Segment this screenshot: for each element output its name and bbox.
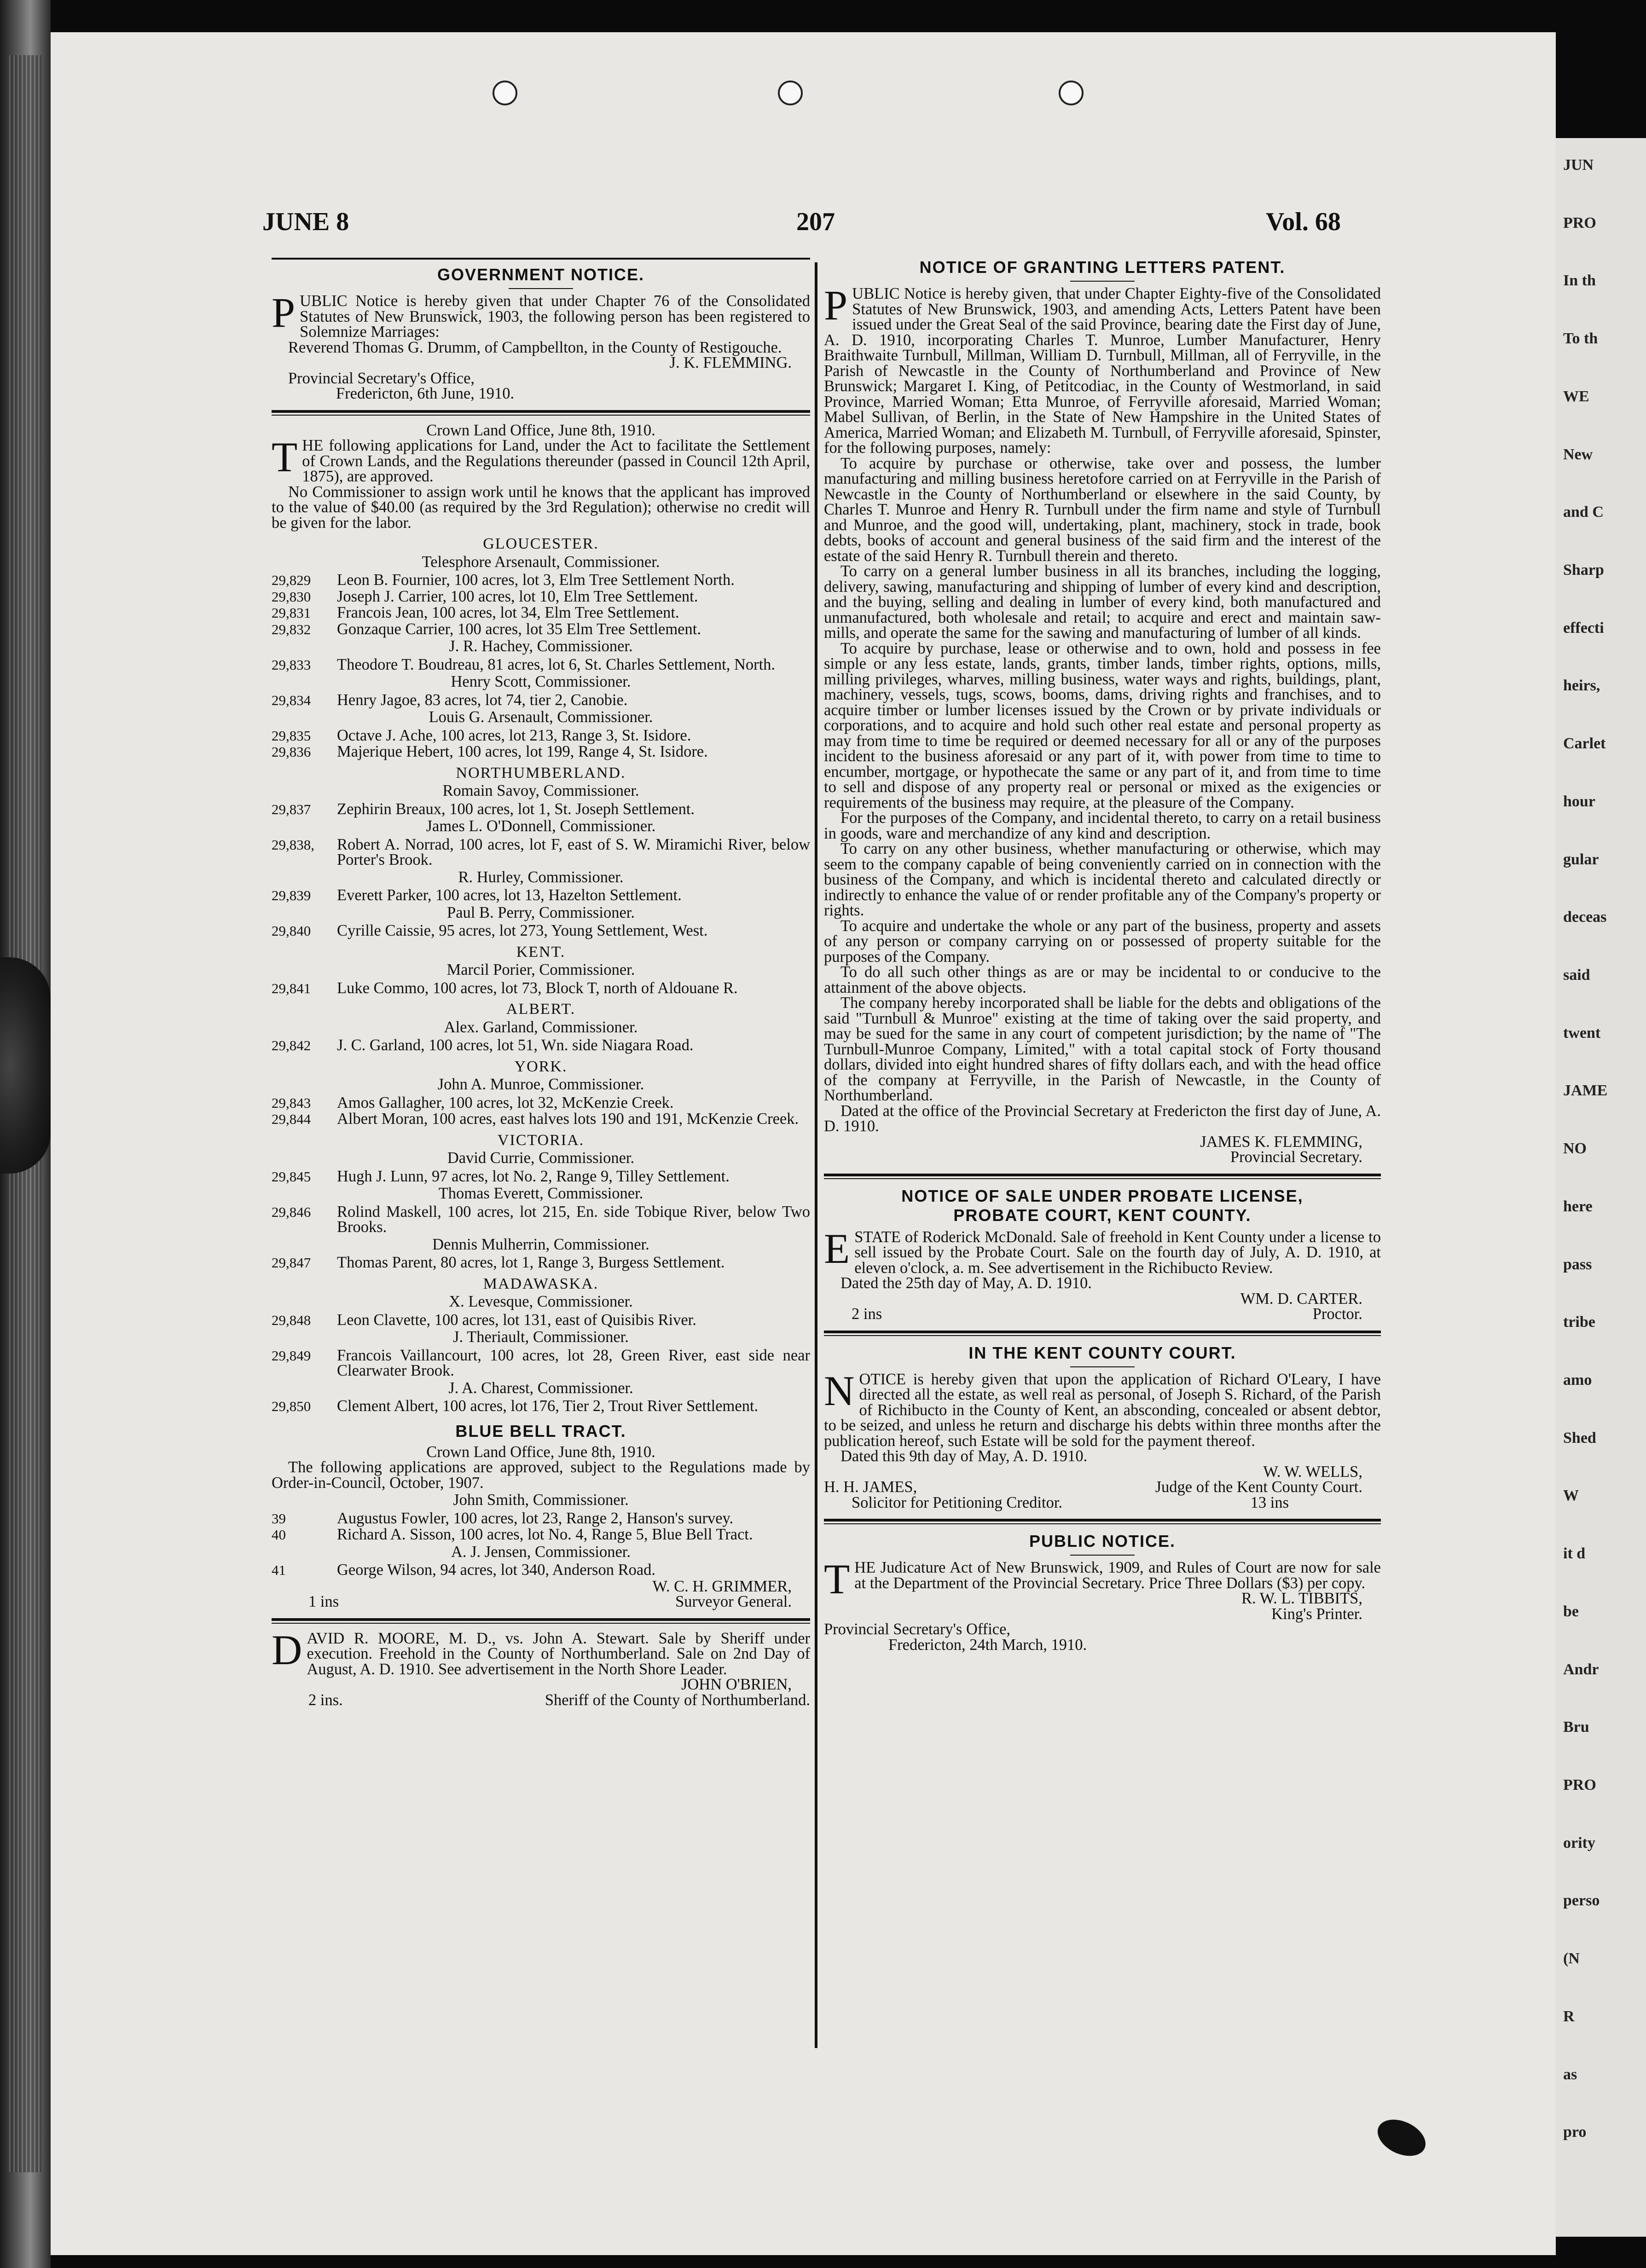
application-number: 29,841: [272, 980, 311, 996]
adjacent-page-fragment: NO: [1563, 1140, 1587, 1157]
application-number: 29,830: [272, 588, 311, 605]
application-text: Francois Jean, 100 acres, lot 34, Elm Tree Settlement.: [337, 604, 679, 621]
title-underline: [1070, 281, 1135, 282]
adjacent-page-fragment: tribe: [1563, 1313, 1595, 1331]
application-text: Zephirin Breaux, 100 acres, lot 1, St. Joseph Settlement.: [337, 800, 695, 818]
land-entry: [272, 728, 810, 744]
letters-patent-paragraph: To carry on any other business, whether manufacturing or otherwise, which may seem to the company capable of being conveniently carried on in connection with the business of the Company, and which is incidental thereto and calculated directly or indirectly to enhance the value of or render profitable any of the Company's property or rights.: [824, 840, 1381, 919]
probate-dated: Dated the 25th day of May, A. D. 1910.: [840, 1274, 1092, 1292]
commissioner-line: James L. O'Donnell, Commissioner.: [426, 817, 656, 835]
land-entry: [272, 1348, 810, 1379]
letters-patent-paragraph: To carry on a general lumber business in all its branches, including the logging, delivery, sawing, manufacturing and shipping of lumber of every kind and description, and the buying, selling and dealing in lumber of every kind, both manufactured and unmanufactured, both wholesale and retail; to acquire and erect and maintain saw-mills, and operate the same for the sawing and manufacturing of lumber of all kinds.: [824, 562, 1381, 642]
dropcap: P: [824, 282, 848, 329]
application-text: Clement Albert, 100 acres, lot 176, Tier 2, Trout River Settlement.: [337, 1397, 759, 1415]
double-rule: [824, 1331, 1381, 1333]
adjacent-page-fragment: effecti: [1563, 619, 1604, 636]
kent-court-dated: Dated this 9th day of May, A. D. 1910.: [840, 1447, 1088, 1465]
land-entry: [272, 1399, 810, 1414]
application-number: 29,837: [272, 801, 311, 817]
application-number: 29,832: [272, 621, 311, 637]
application-number: 29,839: [272, 887, 311, 903]
judge-title: Judge of the Kent County Court.: [1155, 1478, 1362, 1496]
registered-person: Reverend Thomas G. Drumm, of Campbellton, in the County of Restigouche.: [288, 338, 782, 356]
right-column: [824, 258, 1381, 1653]
application-number: 29,847: [272, 1255, 311, 1271]
land-entry: [272, 744, 810, 760]
solicitor-row: [824, 1495, 1381, 1511]
office-line: Provincial Secretary's Office,: [824, 1620, 1011, 1638]
application-number: 29,834: [272, 692, 311, 708]
county-heading: GLOUCESTER.: [483, 535, 599, 552]
signature-name: R. W. L. TIBBITS,: [1241, 1590, 1362, 1607]
dropcap: E: [824, 1225, 850, 1272]
left-column: [272, 258, 810, 1708]
letters-patent-intro: PUBLIC Notice is hereby given, that under Chapter Eighty-five of the Consolidated Statutes of New Brunswick, 1903, and amending Acts, Letters Patent have been issued under the Great Seal of the said Province, bearing date the First day of June, A. D. 1910, incorporating Charles T. Munroe, Lumber Manufacturer, Henry Braithwaite Turnbull, Millman, William D. Turnbull, Millman, all of Ferryville, in the Parish of Newcastle in the County of Northumberland and Province of New Brunswick; Margaret I. King, of Petitcodiac, in the County of Westmorland, in said Province, Married Woman; Etta Munroe, of Ferryville aforesaid, Married Woman; Mabel Sullivan, of Berlin, in the State of New Hampshire in the United States of America, Married Woman; and Elizabeth M. Turnbull, of Ferryville aforesaid, Spinster, for the following purposes, namely:: [824, 282, 1381, 457]
commissioner-line: Paul B. Perry, Commissioner.: [447, 903, 635, 921]
crown-land-rule: No Commissioner to assign work until he knows that the applicant has improved to the value of $40.00 (as required by the 3rd Regulation); otherwise no credit will be given for the labor.: [272, 483, 810, 532]
government-notice-title: GOVERNMENT NOTICE.: [437, 265, 645, 284]
double-rule: [272, 410, 810, 413]
double-rule-thin: [272, 415, 810, 416]
double-rule: [824, 1174, 1381, 1176]
insertion-count: 1 ins: [308, 1593, 339, 1610]
land-entry: [272, 573, 810, 588]
date-line: Fredericton, 6th June, 1910.: [336, 385, 515, 402]
adjacent-page-fragment: hour: [1563, 793, 1595, 810]
double-rule-thin: [824, 1178, 1381, 1179]
adjacent-page-fragment: pass: [1563, 1256, 1592, 1273]
public-notice-body: THE Judicature Act of New Brunswick, 1909, and Rules of Court are now for sale at the Department of the Provincial Secretary. Price Three Dollars ($3) per copy.: [824, 1556, 1381, 1603]
double-rule-thin: [824, 1523, 1381, 1524]
adjacent-page-fragment: R: [1563, 2008, 1575, 2025]
commissioner-line: R. Hurley, Commissioner.: [458, 868, 624, 886]
title-underline: [1070, 1555, 1135, 1556]
dropcap: N: [824, 1367, 855, 1414]
adjacent-page-fragment: Shed: [1563, 1429, 1596, 1446]
application-text: Luke Commo, 100 acres, lot 73, Block T, north of Aldouane R.: [337, 979, 738, 997]
application-text: Robert A. Norrad, 100 acres, lot F, east of S. W. Miramichi River, below Porter's Brook.: [337, 835, 810, 868]
double-rule: [824, 1519, 1381, 1522]
application-text: Joseph J. Carrier, 100 acres, lot 10, Elm Tree Settlement.: [337, 587, 698, 605]
page-header: [212, 207, 1349, 239]
signature-row: [824, 1307, 1381, 1322]
letters-patent-paragraphs: [824, 456, 1381, 1134]
letters-patent-paragraph: To acquire by purchase, lease or otherwise and to own, hold and possess in fee simple or any less estate, lands, grants, timber lands, timber rights, options, mills, milling privileges, wharves, milling business, water ways and rights, buildings, plant, machinery, vessels, tugs, scows, booms, dams, driving rights and franchises, and to acquire timber or lumber licenses issued by the Crown or by private individuals or corporations, and to acquire and hold such other real estate and personal property as may from time to time be required or deemed necessary for all or any of the purposes incident to the business aforesaid or any part of it, with power from time to time to encumber, mortgage, or hypothecate the same or any part of it, and from time to time to sell and dispose of any property real or personal or mixed as the exigencies or requirements of the business may require, at the pleasure of the Company.: [824, 639, 1381, 811]
application-number: 29,829: [272, 572, 311, 588]
application-number: 29,842: [272, 1037, 311, 1053]
crown-land-intro: THE following applications for Land, under the Act to facilitate the Settlement of Crown Lands, and the Regulations thereunder (passed in Council 12th April, 1875), are approved.: [272, 434, 810, 485]
letters-patent-paragraph: To acquire by purchase or otherwise, take over and possess, the lumber manufacturing and milling business heretofore carried on at Ferryville in the Parish of Newcastle in the County of Northumberland or elsewhere in the said County, by Charles T. Munroe and Henry R. Turnbull under the firm name and style of Turnbull and Munroe, and the good will, undertaking, plant, machinery, stock in trade, book debts, books of account and general business of the said firm and the interest of the estate of the said Henry R. Turnbull therein and thereto.: [824, 454, 1381, 565]
punch-hole: [493, 81, 517, 105]
land-entry: [272, 1038, 810, 1053]
commissioner-line: Thomas Everett, Commissioner.: [438, 1185, 643, 1202]
letters-patent-paragraph: To acquire and undertake the whole or any part of the business, property and assets of any person or company carrying on or possessed of property suitable for the purposes of the Company.: [824, 917, 1381, 966]
letters-patent-paragraph: The company hereby incorporated shall be liable for the debts and obligations of the said "Turnbull & Munroe" existing at the time of taking over the said property, and may be sued for the same in any court of competent jurisdiction; by the name of "The Turnbull-Munroe Company, Limited," with a total capital stock of Forty thousand dollars, divided into eight hundred shares of fifty dollars each, and with the head office of the company at Ferryville, in the Parish of Newcastle, in the County of Northumberland.: [824, 994, 1381, 1104]
signature-title: Proctor.: [1312, 1305, 1362, 1323]
application-text: Everett Parker, 100 acres, lot 13, Hazelton Settlement.: [337, 886, 682, 904]
application-text: Richard A. Sisson, 100 acres, lot No. 4, Range 5, Blue Bell Tract.: [337, 1526, 753, 1543]
office-line: Provincial Secretary's Office,: [288, 369, 475, 387]
dropcap: P: [272, 289, 296, 336]
thumb-shadow: [0, 957, 51, 1174]
adjacent-page-fragment: be: [1563, 1603, 1579, 1620]
letters-patent-title: NOTICE OF GRANTING LETTERS PATENT.: [919, 258, 1286, 277]
application-number: 29,846: [272, 1203, 311, 1220]
application-number: 29,831: [272, 605, 311, 621]
signature-row: [272, 1594, 810, 1610]
application-text: Octave J. Ache, 100 acres, lot 213, Range 3, St. Isidore.: [337, 726, 691, 744]
blue-bell-dateline: Crown Land Office, June 8th, 1910.: [426, 1443, 655, 1461]
land-entry: [272, 589, 810, 605]
land-entry: [272, 802, 810, 817]
application-text: Theodore T. Boudreau, 81 acres, lot 6, St. Charles Settlement, North.: [337, 655, 776, 673]
adjacent-page-fragment: it d: [1563, 1545, 1586, 1562]
adjacent-page-fragment: WE: [1563, 388, 1589, 405]
title-underline: [1070, 1366, 1135, 1367]
signature-row: [272, 1693, 810, 1708]
commissioner-line: J. A. Charest, Commissioner.: [448, 1379, 633, 1397]
date-line: Fredericton, 24th March, 1910.: [888, 1636, 1087, 1654]
probate-title-line1: NOTICE OF SALE UNDER PROBATE LICENSE,: [901, 1186, 1304, 1205]
application-number: 29,833: [272, 656, 311, 673]
commissioner-line: Romain Savoy, Commissioner.: [442, 782, 639, 799]
header-date: JUNE 8: [262, 208, 349, 236]
land-entry: [272, 605, 810, 621]
page-number: 207: [796, 208, 835, 236]
application-text: Amos Gallagher, 100 acres, lot 32, McKenzie Creek.: [337, 1094, 674, 1111]
signature-name: W. C. H. GRIMMER,: [652, 1577, 792, 1595]
kent-court-body: NOTICE is hereby given that upon the application of Richard O'Leary, I have directed all the estate, as well real as personal, of Joseph S. Richard, of the Parish of Richibucto in the County of Kent, an absconding, concealed or absent debtor, to be seized, and unless he return and discharge his debts within three months after the publication hereof, such Estate will be sold for the payment thereof.: [824, 1367, 1381, 1450]
double-rule-thin: [824, 1335, 1381, 1336]
double-rule: [272, 1618, 810, 1621]
signature-name: JAMES K. FLEMMING,: [1200, 1133, 1362, 1151]
county-listings: [272, 536, 810, 1414]
land-entry: [272, 1562, 810, 1578]
commissioner-line: John A. Munroe, Commissioner.: [437, 1076, 644, 1093]
adjacent-page-fragment: twent: [1563, 1024, 1601, 1041]
title-underline: [509, 288, 573, 289]
letters-patent-paragraph: To do all such other things as are or may be incidental to or conducive to the attainment of the above objects.: [824, 963, 1381, 996]
application-text: Albert Moran, 100 acres, east halves lots 190 and 191, McKenzie Creek.: [337, 1110, 799, 1128]
letters-patent-paragraph: Dated at the office of the Provincial Secretary at Fredericton the first day of June, A. D. 1910.: [824, 1102, 1381, 1135]
application-text: Francois Vaillancourt, 100 acres, lot 28, Green River, east side near Clearwater Brook.: [337, 1346, 810, 1379]
adjacent-page-fragment: as: [1563, 2066, 1577, 2083]
insertion-count: 13 ins: [1250, 1493, 1289, 1511]
application-text: George Wilson, 94 acres, lot 340, Anderson Road.: [337, 1561, 656, 1579]
adjacent-page-fragment: In th: [1563, 272, 1596, 289]
punch-hole: [778, 81, 803, 105]
kent-court-title: IN THE KENT COUNTY COURT.: [968, 1343, 1236, 1362]
application-number: 29,843: [272, 1094, 311, 1111]
land-entry: [272, 1527, 810, 1543]
dropcap: T: [272, 434, 298, 480]
commissioner-line: John Smith, Commissioner.: [453, 1491, 629, 1509]
dropcap: T: [824, 1556, 850, 1603]
commissioner-line: Dennis Mulherrin, Commissioner.: [432, 1235, 649, 1253]
application-text: Cyrille Caissie, 95 acres, lot 273, Young Settlement, West.: [337, 922, 708, 939]
adjacent-page-fragment: JAME: [1563, 1082, 1608, 1099]
application-number: 29,845: [272, 1168, 311, 1185]
insertion-count: 2 ins.: [308, 1691, 343, 1709]
application-number: 41: [272, 1562, 286, 1578]
land-entry: [272, 1169, 810, 1185]
signature-title: King's Printer.: [1271, 1605, 1362, 1623]
dropcap: D: [272, 1626, 302, 1673]
solicitor-name: H. H. JAMES,: [824, 1478, 917, 1496]
adjacent-page-fragment: PRO: [1563, 214, 1596, 231]
commissioner-line: X. Levesque, Commissioner.: [449, 1293, 633, 1310]
public-notice-title: PUBLIC NOTICE.: [1029, 1532, 1176, 1551]
adjacent-page-fragment: Andr: [1563, 1660, 1599, 1678]
land-entry: [272, 693, 810, 708]
land-entry: [272, 1111, 810, 1127]
adjacent-page-fragment: amo: [1563, 1371, 1592, 1389]
commissioner-line: A. J. Jensen, Commissioner.: [451, 1543, 631, 1561]
adjacent-page-edge: [1556, 138, 1646, 2237]
application-number: 29,850: [272, 1398, 311, 1414]
county-heading: ALBERT.: [506, 1001, 576, 1018]
county-heading: MADAWASKA.: [483, 1275, 599, 1292]
land-entry: [272, 888, 810, 903]
application-text: Rolind Maskell, 100 acres, lot 215, En. side Tobique River, below Two Brooks.: [337, 1203, 810, 1236]
land-entry: [272, 1511, 810, 1527]
adjacent-page-fragment: perso: [1563, 1892, 1600, 1909]
adjacent-page-fragment: New: [1563, 446, 1593, 463]
adjacent-page-fragment: heirs,: [1563, 677, 1600, 694]
signature: J. K. FLEMMING.: [669, 354, 792, 371]
adjacent-page-fragment: pro: [1563, 2123, 1587, 2141]
application-number: 29,838,: [272, 836, 314, 853]
insertion-count: 2 ins: [852, 1305, 882, 1323]
land-entry: [272, 981, 810, 996]
application-number: 40: [272, 1527, 286, 1543]
signature-title: Sheriff of the County of Northumberland.: [545, 1691, 810, 1709]
crown-land-dateline: Crown Land Office, June 8th, 1910.: [426, 421, 655, 439]
land-entry: [272, 1313, 810, 1328]
application-text: Leon Clavette, 100 acres, lot 131, east of Quisibis River.: [337, 1311, 696, 1329]
double-rule-thin: [272, 1623, 810, 1624]
signature-name: W. W. WELLS,: [1263, 1463, 1362, 1481]
adjacent-page-fragment: W: [1563, 1487, 1579, 1504]
adjacent-page-fragment: ority: [1563, 1834, 1595, 1851]
adjacent-page-fragment: JUN: [1563, 156, 1594, 174]
solicitor-title: Solicitor for Petitioning Creditor.: [852, 1493, 1063, 1511]
commissioner-line: Marcil Porier, Commissioner.: [446, 961, 635, 978]
blue-bell-listings: [272, 1493, 810, 1578]
volume-number: Vol. 68: [1266, 208, 1341, 236]
column-divider: [815, 262, 817, 2048]
blue-bell-title: BLUE BELL TRACT.: [455, 1421, 626, 1441]
top-rule: [272, 258, 810, 260]
adjacent-page-fragment: said: [1563, 966, 1590, 984]
application-text: Hugh J. Lunn, 97 acres, lot No. 2, Range 9, Tilley Settlement.: [337, 1167, 730, 1185]
application-text: Augustus Fowler, 100 acres, lot 23, Range 2, Hanson's survey.: [337, 1509, 734, 1527]
county-heading: KENT.: [516, 943, 566, 960]
commissioner-line: J. Theriault, Commissioner.: [453, 1328, 629, 1346]
adjacent-page-fragment: (N: [1563, 1950, 1580, 1967]
county-heading: NORTHUMBERLAND.: [456, 764, 626, 781]
adjacent-page-fragment: gular: [1563, 850, 1599, 868]
commissioner-line: Telesphore Arsenault, Commissioner.: [422, 553, 660, 571]
county-heading: YORK.: [514, 1058, 568, 1075]
application-number: 29,840: [272, 923, 311, 939]
application-text: J. C. Garland, 100 acres, lot 51, Wn. side Niagara Road.: [337, 1036, 694, 1054]
commissioner-line: Henry Scott, Commissioner.: [451, 673, 631, 690]
application-number: 29,835: [272, 727, 311, 744]
commissioner-line: Louis G. Arsenault, Commissioner.: [429, 708, 653, 726]
land-entry: [272, 837, 810, 868]
land-entry: [272, 622, 810, 637]
application-number: 39: [272, 1510, 286, 1527]
land-entry: [272, 1204, 810, 1235]
application-text: Leon B. Fournier, 100 acres, lot 3, Elm Tree Settlement North.: [337, 571, 735, 589]
sheriff-sale-body: DAVID R. MOORE, M. D., vs. John A. Stewart. Sale by Sheriff under execution. Freehold in the County of Northumberland. Sale on 2nd Day of August, A. D. 1910. See advertisement in the North Shore Leader.: [272, 1626, 810, 1678]
adjacent-page-fragment: Bru: [1563, 1718, 1589, 1736]
blue-bell-intro: The following applications are approved, subject to the Regulations made by Order-in-Council, October, 1907.: [272, 1458, 810, 1492]
county-heading: VICTORIA.: [497, 1131, 585, 1149]
signature-row: [824, 1480, 1381, 1495]
application-text: Thomas Parent, 80 acres, lot 1, Range 3, Burgess Settlement.: [337, 1254, 725, 1271]
application-text: Gonzaque Carrier, 100 acres, lot 35 Elm Tree Settlement.: [337, 620, 701, 638]
adjacent-page-fragment: Carlet: [1563, 735, 1606, 752]
letters-patent-paragraph: For the purposes of the Company, and incidental thereto, to carry on a retail business in goods, ware and merchandize of any kind and description.: [824, 809, 1381, 842]
application-number: 29,849: [272, 1347, 311, 1364]
application-number: 29,848: [272, 1312, 311, 1328]
signature-title: Provincial Secretary.: [1230, 1148, 1362, 1166]
signature-name: WM. D. CARTER.: [1240, 1290, 1362, 1308]
land-entry: [272, 657, 810, 673]
commissioner-line: Alex. Garland, Commissioner.: [444, 1018, 638, 1036]
signature-name: JOHN O'BRIEN,: [681, 1676, 792, 1693]
commissioner-line: David Currie, Commissioner.: [447, 1149, 635, 1167]
adjacent-page-fragment: deceas: [1563, 908, 1607, 926]
adjacent-page-fragment: Sharp: [1563, 561, 1604, 579]
adjacent-page-fragment: PRO: [1563, 1776, 1596, 1794]
adjacent-page-fragment: here: [1563, 1198, 1593, 1215]
commissioner-line: J. R. Hachey, Commissioner.: [449, 637, 633, 655]
land-entry: [272, 1095, 810, 1111]
punch-hole: [1059, 81, 1084, 105]
application-number: 29,844: [272, 1111, 311, 1127]
land-entry: [272, 923, 810, 939]
government-notice-body: PUBLIC Notice is hereby given that under Chapter 76 of the Consolidated Statutes of New Brunswick, 1903, the following person has been registered to Solemnize Marriages:: [272, 289, 810, 341]
land-entry: [272, 1255, 810, 1271]
application-text: Majerique Hebert, 100 acres, lot 199, Range 4, St. Isidore.: [337, 743, 708, 760]
application-number: 29,836: [272, 744, 311, 760]
signature-title: Surveyor General.: [675, 1593, 792, 1610]
application-text: Henry Jagoe, 83 acres, lot 74, tier 2, Canobie.: [337, 691, 628, 709]
probate-body: ESTATE of Roderick McDonald. Sale of freehold in Kent County under a license to sell issued by the Probate Court. Sale on the fourth day of July, A. D. 1910, at eleven o'clock, a. m. See advertisement in the Richibucto Review.: [824, 1225, 1381, 1277]
probate-title-line2: PROBATE COURT, KENT COUNTY.: [953, 1205, 1252, 1225]
adjacent-page-fragment: and C: [1563, 503, 1604, 521]
adjacent-page-fragment: To th: [1563, 330, 1598, 347]
